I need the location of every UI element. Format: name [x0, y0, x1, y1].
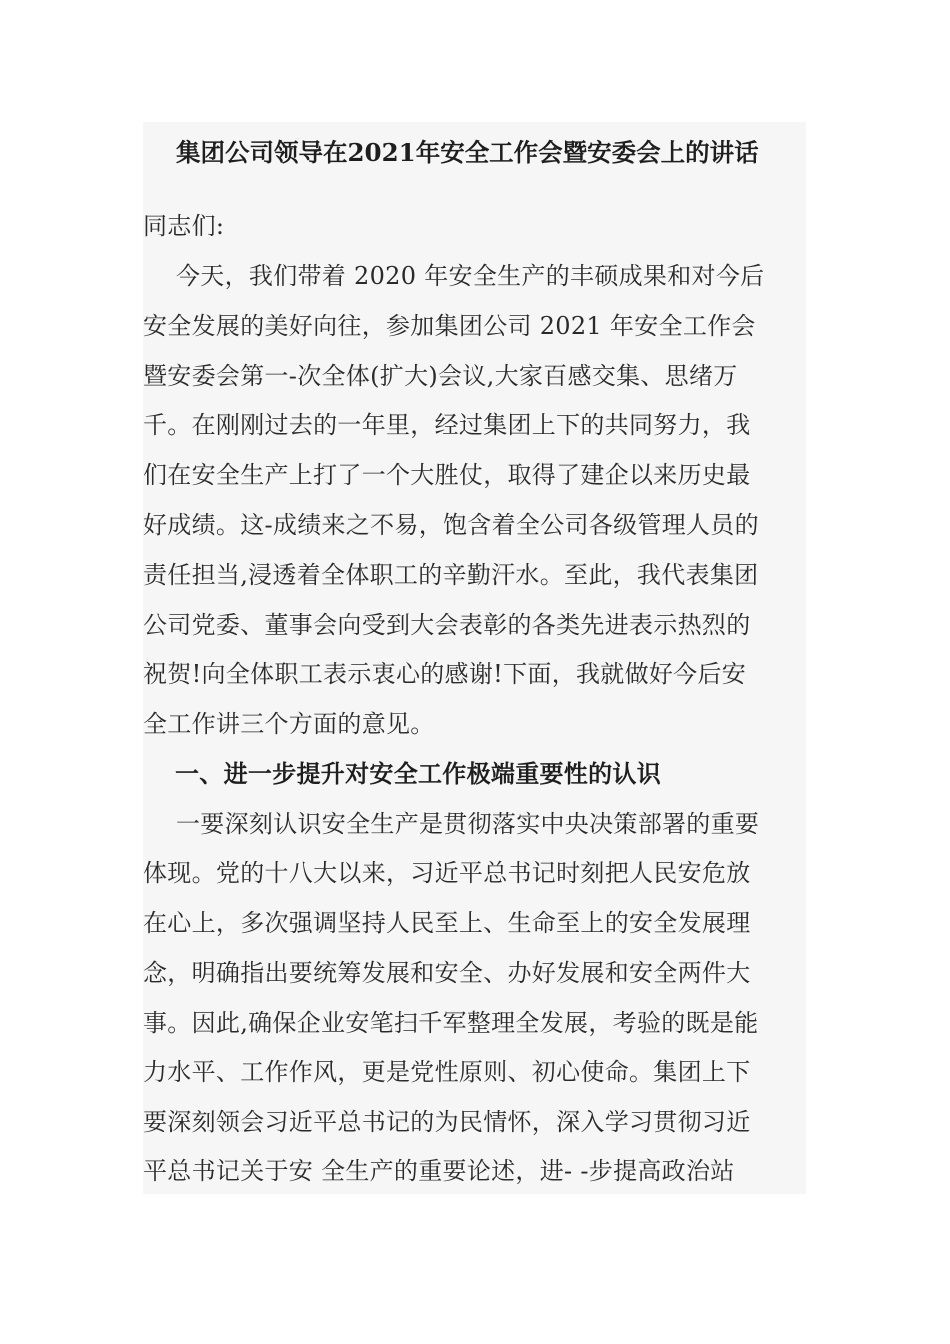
paragraph-line: 千。在刚刚过去的一年里，经过集团上下的共同努力，我 [143, 411, 751, 439]
section-heading: 一、进一步提升对安全工作极端重要性的认识 [175, 759, 661, 788]
paragraph-line: 暨安委会第一-次全体(扩大)会议,大家百感交集、思绪万 [143, 362, 738, 390]
greeting: 同志们: [143, 212, 225, 240]
paragraph-line: 今天，我们带着 2020 年安全生产的丰硕成果和对今后 [176, 262, 765, 290]
paragraph-line: 一要深刻认识安全生产是贯彻落实中央决策部署的重要 [176, 810, 760, 838]
paragraph-line: 要深刻领会习近平总书记的为民情怀，深入学习贯彻习近 [143, 1108, 751, 1136]
paragraph-line: 公司党委、董事会向受到大会表彰的各类先进表示热烈的 [143, 611, 751, 639]
paragraph-line: 体现。党的十八大以来，习近平总书记时刻把人民安危放 [143, 859, 751, 887]
paragraph-line: 事。因此,确保企业安笔扫千军整理全发展，考验的既是能 [143, 1009, 759, 1037]
paragraph-line: 在心上，多次强调坚持人民至上、生命至上的安全发展理 [143, 909, 751, 937]
text-block [143, 122, 806, 1194]
paragraph-line: 力水平、工作作风，更是党性原则、初心使命。集团上下 [143, 1058, 751, 1086]
paragraph-line: 责任担当,浸透着全体职工的辛勤汗水。至此，我代表集团 [143, 561, 759, 589]
paragraph-line: 全工作讲三个方面的意见。 [143, 710, 435, 738]
paragraph-line: 念，明确指出要统筹发展和安全、办好发展和安全两件大 [143, 959, 751, 987]
paragraph-line: 们在安全生产上打了一个大胜仗，取得了建企以来历史最 [143, 461, 751, 489]
document-title: 集团公司领导在2021年安全工作会暨安委会上的讲话 [176, 138, 759, 167]
paragraph-line: 平总书记关于安 全生产的重要论述，进- -步提高政治站 [143, 1157, 735, 1185]
paragraph-line: 安全发展的美好向往，参加集团公司 2021 年安全工作会 [143, 312, 756, 340]
paragraph-line: 好成绩。这-成绩来之不易，饱含着全公司各级管理人员的 [143, 511, 759, 539]
paragraph-line: 祝贺!向全体职工表示衷心的感谢!下面，我就做好今后安 [143, 660, 747, 688]
